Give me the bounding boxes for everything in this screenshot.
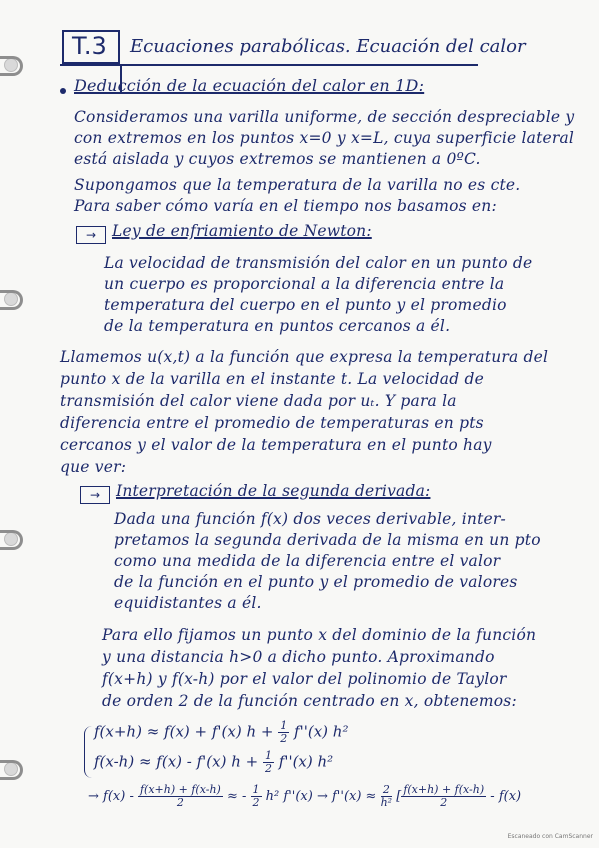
text-line: equidistantes a él.	[114, 594, 262, 612]
formula-part: → f(x) -	[88, 789, 134, 804]
binder-ring	[0, 290, 23, 310]
formula-part: f''(x) h²	[278, 752, 334, 771]
text-line: cercanos y el valor de la temperatura en el punto hay	[60, 436, 492, 454]
fraction	[381, 784, 393, 809]
text-line: f(x+h) y f(x-h) por el valor del polinomio de Taylor	[102, 670, 507, 688]
text-line: Para saber cómo varía en el tiempo nos basamos en:	[74, 197, 497, 215]
numerator: 1	[280, 719, 288, 732]
text-line: temperatura del cuerpo en el punto y el promedio	[104, 296, 507, 314]
formula-part: - f(x)	[490, 789, 522, 804]
denominator: 2	[252, 796, 260, 809]
denominator: 2	[440, 796, 448, 809]
text-line: Dada una función f(x) dos veces derivable, inter-	[114, 510, 506, 528]
second-derivative-heading: Interpretación de la segunda derivada:	[116, 482, 431, 500]
denominator: h²	[380, 796, 393, 809]
binder-ring	[0, 760, 23, 780]
text-line: La velocidad de transmisión del calor en un punto de	[104, 254, 533, 272]
numerator: f(x+h) + f(x-h)	[139, 783, 221, 796]
denominator: 2	[265, 762, 272, 775]
text-line: está aislada y cuyos extremos se mantienen a 0ºC.	[74, 150, 481, 168]
title-number: T.3	[72, 32, 107, 60]
text-line: un cuerpo es proporcional a la diferencia entre la	[104, 275, 505, 293]
fraction	[138, 784, 223, 809]
formula-part: ≈ -	[226, 789, 247, 804]
text-line: como una medida de la diferencia entre el valor	[114, 552, 501, 570]
text-line: Llamemos u(x,t) a la función que expresa la temperatura del	[60, 348, 549, 366]
formula-part: f(x+h) ≈ f(x) + f'(x) h +	[94, 722, 274, 741]
text-line: de la función en el punto y el promedio de valores	[114, 573, 518, 591]
fraction	[278, 720, 289, 745]
text-line: Para ello fijamos un punto x del dominio de la función	[102, 626, 537, 644]
text-line: punto x de la varilla en el instante t. La velocidad de	[60, 370, 484, 388]
denominator: 2	[176, 796, 184, 809]
arrow-icon: →	[76, 226, 106, 244]
numerator: 2	[381, 784, 393, 797]
text-line: pretamos la segunda derivada de la misma en un pto	[114, 531, 541, 549]
fraction	[251, 784, 262, 809]
formula-part: f(x-h) ≈ f(x) - f'(x) h +	[94, 752, 259, 771]
section-heading: Deducción de la ecuación del calor en 1D:	[74, 76, 425, 95]
page-title: Ecuaciones parabólicas. Ecuación del calor	[130, 36, 526, 57]
denominator: 2	[280, 732, 288, 745]
taylor-formula-plus	[94, 720, 348, 745]
second-derivative-approx	[88, 784, 521, 809]
left-brace	[84, 726, 93, 778]
text-line: Supongamos que la temperatura de la varilla no es cte.	[74, 176, 521, 194]
fraction	[401, 784, 486, 809]
bullet-icon	[60, 88, 66, 94]
title-underline	[60, 64, 478, 66]
binder-ring	[0, 530, 23, 550]
text-line: que ver:	[60, 458, 127, 476]
text-line: y una distancia h>0 a dicho punto. Aproximando	[102, 648, 495, 666]
formula-part: h² f''(x) → f''(x) ≈	[265, 789, 377, 804]
text-line: con extremos en los puntos x=0 y x=L, cuya superficie lateral	[74, 129, 575, 147]
text-line: Consideramos una varilla uniforme, de sección despreciable y	[74, 108, 575, 126]
open-bracket: [	[396, 789, 402, 804]
text-line: transmisión del calor viene dada por uₜ. Y para la	[60, 392, 457, 410]
text-line: diferencia entre el promedio de temperaturas en pts	[60, 414, 484, 432]
binder-ring	[0, 56, 23, 76]
text-line: de orden 2 de la función centrado en x, obtenemos:	[102, 692, 517, 710]
newton-heading: Ley de enfriamiento de Newton:	[112, 222, 372, 240]
fraction	[263, 750, 274, 775]
numerator: f(x+h) + f(x-h)	[403, 783, 485, 796]
numerator: 1	[252, 783, 260, 796]
arrow-icon: →	[80, 486, 110, 504]
formula-part: f''(x) h²	[294, 722, 349, 741]
taylor-formula-minus	[94, 750, 333, 775]
scanner-credit: Escaneado con CamScanner	[507, 833, 593, 840]
numerator: 1	[265, 749, 272, 762]
text-line: de la temperatura en puntos cercanos a él.	[104, 317, 451, 335]
